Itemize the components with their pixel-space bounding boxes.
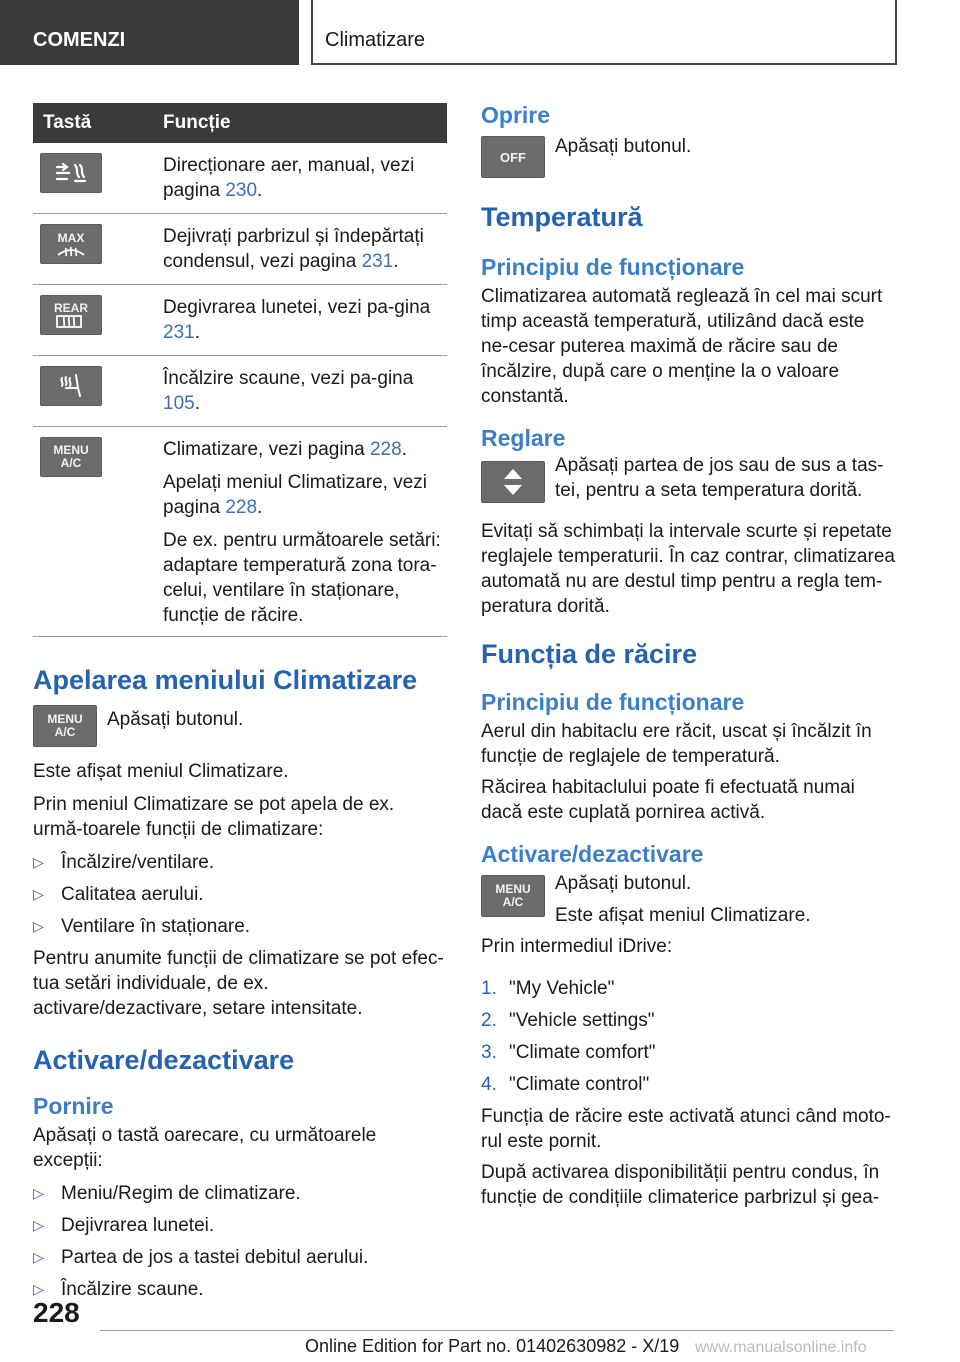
menu-shown-text: Este afișat meniul Climatizare. (33, 761, 289, 782)
list-item: 3. "Climate comfort" (481, 1042, 656, 1063)
function-text: Încălzire scaune, vezi pa-gina 105. (163, 368, 414, 414)
list-item: 1. "My Vehicle" (481, 978, 615, 999)
table-row (33, 427, 447, 637)
footer-divider (100, 1330, 894, 1331)
menu-function-list (33, 850, 447, 939)
exceptions-list (33, 1181, 447, 1302)
function-text: Direcționare aer, manual, vezi pagina 230. (163, 155, 415, 201)
list-item: 4. "Climate control" (481, 1074, 650, 1095)
column-header-key: Tastă (43, 112, 92, 133)
off-heading: Oprire (481, 102, 551, 128)
max-defrost-icon: MAX (40, 224, 102, 264)
idrive-steps (481, 976, 897, 1097)
cooling-condition-text: Răcirea habitaclului poate fi efectuată numai dacă este cuplată pornirea activă. (481, 777, 855, 823)
table-header (33, 103, 447, 143)
adjust-heading: Reglare (481, 425, 566, 451)
function-text: Degivrarea lunetei, vezi pa-gina 231. (163, 297, 431, 343)
rear-defrost-icon: REAR (40, 295, 102, 335)
menu-ac-button-icon: MENU A/C (481, 875, 545, 917)
section-tab: COMENZI (0, 0, 299, 65)
list-item: ▷ Partea de jos a tastei debitul aerului. (33, 1247, 369, 1268)
page-link[interactable]: 105 (163, 393, 195, 414)
temp-rocker-icon (481, 461, 545, 503)
menu-note-text: Pentru anumite funcții de climatizare se pot efec-tua setări individuale, de ex. activare/dezactivare, setare intensitate. (33, 948, 444, 1019)
cooling-heading: Funcția de răcire (481, 639, 698, 669)
cooling-press-text: Apăsați butonul. (555, 873, 692, 894)
menu-press-text: Apăsați butonul. (107, 709, 244, 730)
list-item: ▷ Ventilare în staționare. (33, 916, 251, 937)
cooling-shown-text: Este afișat meniul Climatizare. (555, 905, 811, 926)
adjust-text: Apăsați partea de jos sau de sus a tas-tei, pentru a seta temperatura dorită. (555, 455, 884, 501)
column-header-function: Funcție (163, 112, 231, 133)
menu-press-row (33, 701, 447, 747)
menu-ac-icon: MENU A/C (40, 437, 102, 477)
air-direction-icon (40, 153, 102, 193)
adjust-row (481, 453, 897, 503)
menu-intro-text: Prin meniul Climatizare se pot apela de ex. urmă-toarele funcții de climatizare: (33, 794, 395, 840)
list-item: ▷ Încălzire/ventilare. (33, 852, 215, 873)
left-column (33, 103, 447, 1309)
off-button-icon: OFF (481, 136, 545, 178)
table-row (33, 285, 447, 356)
menu-ac-button-icon: MENU A/C (33, 705, 97, 747)
temp-principle-text: Climatizarea automată reglează în cel mai scurt timp această temperatură, utilizând dacă este ne-cesar puterea maximă de răcire sau de încălzire, după care o menține la o valoare constantă. (481, 286, 883, 407)
off-press-text: Apăsați butonul. (555, 136, 692, 157)
menu-heading: Apelarea meniului Climatizare (33, 665, 418, 695)
list-item: ▷ Încălzire scaune. (33, 1279, 204, 1300)
temperature-heading: Temperatură (481, 202, 643, 232)
page-link[interactable]: 231 (163, 322, 195, 343)
idrive-intro-text: Prin intermediul iDrive: (481, 936, 673, 957)
cooling-on-text: Funcția de răcire este activată atunci când moto-rul este pornit. (481, 1106, 891, 1152)
table-row (33, 214, 447, 285)
cooling-activation-heading: Activare/dezactivare (481, 841, 704, 867)
table-row (33, 143, 447, 214)
function-text: Dejivrați parbrizul și îndepărtați condensul, vezi pagina 231. (163, 226, 424, 272)
list-item: ▷ Calitatea aerului. (33, 884, 204, 905)
watermark-site: www.manualsonline.info (695, 1339, 867, 1356)
right-column (481, 100, 897, 1210)
adjust-note-text: Evitați să schimbați la intervale scurte și repetate reglajele temperaturii. În caz contrar, climatizarea automată nu are destul timp pentru a regla tem-peratura dorită. (481, 521, 895, 617)
seat-heating-icon (40, 366, 102, 406)
off-press-row (481, 132, 897, 178)
cooling-principle-heading: Principiu de funcționare (481, 689, 745, 715)
power-on-text: Apăsați o tastă oarecare, cu următoarele excepții: (33, 1125, 377, 1171)
list-item: ▷ Meniu/Regim de climatizare. (33, 1183, 301, 1204)
page-link[interactable]: 231 (361, 251, 394, 272)
activation-heading: Activare/dezactivare (33, 1045, 295, 1075)
page-number: 228 (33, 1297, 80, 1328)
cooling-principle-text: Aerul din habitaclu ere răcit, uscat și încălzit în funcție de reglajele de temperatură. (481, 721, 872, 767)
page-link[interactable]: 228 (225, 497, 258, 518)
cooling-press-row (481, 869, 897, 928)
principle-heading: Principiu de funcționare (481, 254, 745, 280)
chapter-tab: Climatizare (311, 0, 897, 65)
edition-text: Online Edition for Part no. 01402630982 - X/19 (305, 1336, 680, 1356)
list-item: ▷ Dejivrarea lunetei. (33, 1215, 215, 1236)
cooling-after-text: După activarea disponibilității pentru condus, în funcție de condițiile climaterice parbrizul și gea- (481, 1162, 880, 1208)
page-link[interactable]: 230 (225, 180, 258, 201)
function-text: Climatizare, vezi pagina 228. Apelați meniul Climatizare, vezi pagina 228. De ex. pentru următoarele setări: adaptare temperatură zona tora-celui, ventilare în staționare, funcție de răcire. (163, 439, 441, 626)
key-function-table (33, 103, 447, 637)
list-item: 2. "Vehicle settings" (481, 1010, 655, 1031)
page-link[interactable]: 228 (369, 439, 402, 460)
table-row (33, 356, 447, 427)
power-on-heading: Pornire (33, 1093, 114, 1119)
